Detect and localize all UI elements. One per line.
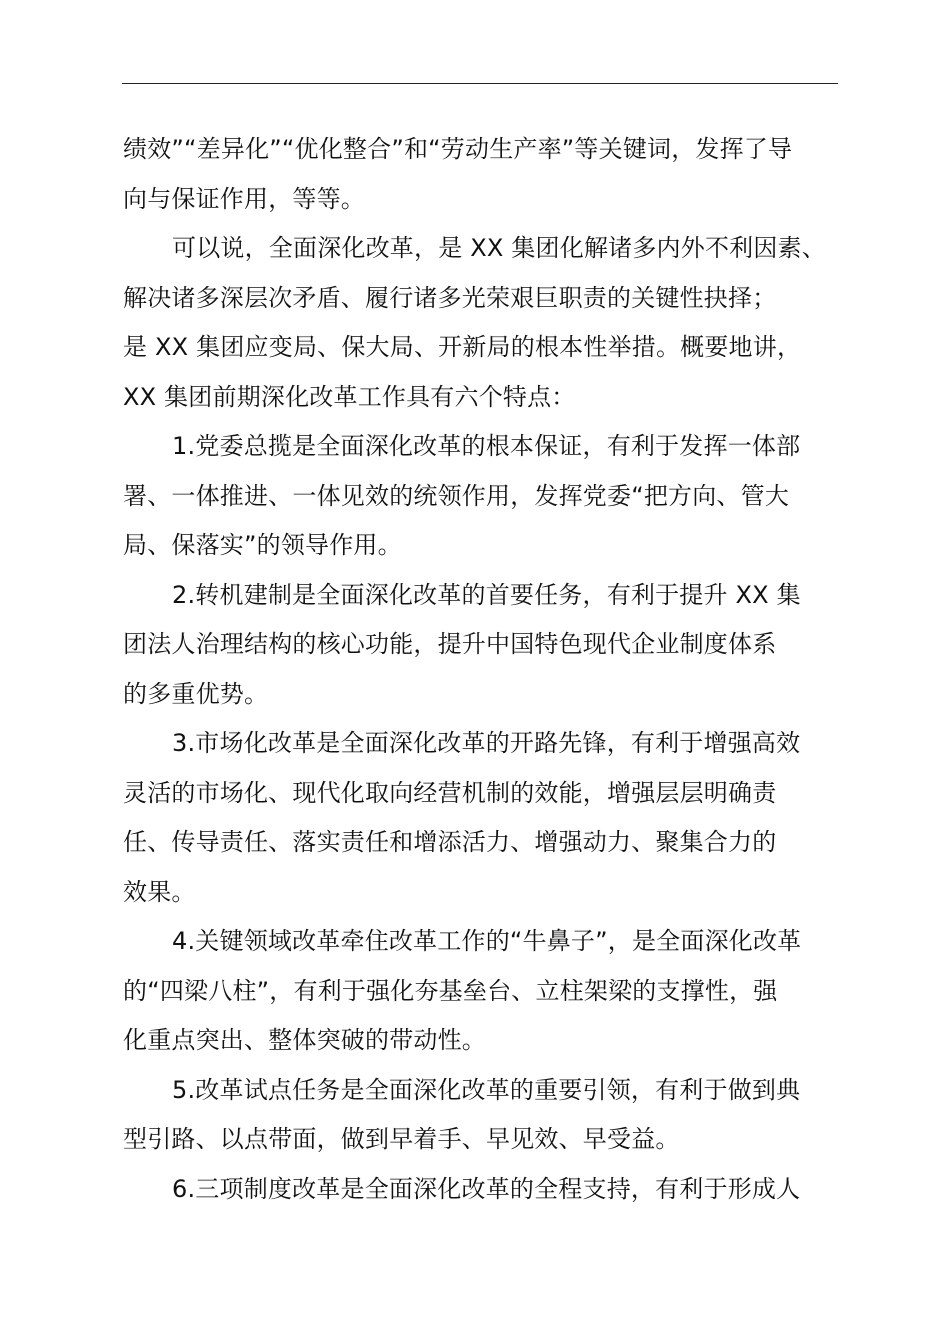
text-line: 化重点突出、整体突破的带动性。 <box>123 1026 486 1054</box>
text-line: 型引路、以点带面，做到早着手、早见效、早受益。 <box>123 1125 680 1153</box>
paragraph-point-2 <box>123 571 839 720</box>
text-line: 向与保证作用，等等。 <box>123 184 365 213</box>
header-rule <box>122 83 838 84</box>
text-line: 署、一体推进、一体见效的统领作用，发挥党委“把方向、管大 <box>123 481 790 510</box>
text-line: 的多重优势。 <box>123 679 269 708</box>
text-line: 2.转机建制是全面深化改革的首要任务，有利于提升 XX 集 <box>172 580 801 609</box>
text-line: 1.党委总揽是全面深化改革的根本保证，有利于发挥一体部 <box>172 432 801 460</box>
text-line: XX 集团前期深化改革工作具有六个特点： <box>123 382 576 411</box>
text-line: 的“四梁八柱”，有利于强化夯基垒台、立柱架梁的支撑性，强 <box>123 976 778 1005</box>
text-line: 是 XX 集团应变局、保大局、开新局的根本性举措。概要地讲， <box>123 333 802 361</box>
text-line: 3.市场化改革是全面深化改革的开路先锋，有利于增强高效 <box>172 729 801 757</box>
text-line: 解决诸多深层次矛盾、履行诸多光荣艰巨职责的关键性抉择； <box>123 283 777 312</box>
paragraph-keywords-continuation <box>123 125 839 224</box>
text-line: 灵活的市场化、现代化取向经营机制的效能，增强层层明确责 <box>123 778 777 807</box>
text-line: 效果。 <box>123 877 196 906</box>
text-line: 可以说，全面深化改革，是 XX 集团化解诸多内外不利因素、 <box>172 234 826 262</box>
text-line: 任、传导责任、落实责任和增添活力、增强动力、聚集合力的 <box>123 828 777 856</box>
text-line: 绩效”“差异化”“优化整合”和“劳动生产率”等关键词，发挥了导 <box>123 135 793 163</box>
paragraph-point-1 <box>123 422 839 571</box>
text-line: 局、保落实”的领导作用。 <box>123 531 402 559</box>
text-line: 4.关键领域改革牵住改革工作的“牛鼻子”，是全面深化改革 <box>172 927 802 955</box>
text-line: 5.改革试点任务是全面深化改革的重要引领，有利于做到典 <box>172 1075 801 1104</box>
text-line: 团法人治理结构的核心功能，提升中国特色现代企业制度体系 <box>123 630 777 658</box>
paragraph-summary <box>123 224 839 422</box>
text-line: 6.三项制度改革是全面深化改革的全程支持，有利于形成人 <box>172 1174 801 1203</box>
paragraph-point-3 <box>123 719 839 917</box>
paragraph-point-6 <box>123 1165 839 1215</box>
document-body <box>123 125 839 1214</box>
paragraph-point-5 <box>123 1066 839 1165</box>
paragraph-point-4 <box>123 917 839 1066</box>
